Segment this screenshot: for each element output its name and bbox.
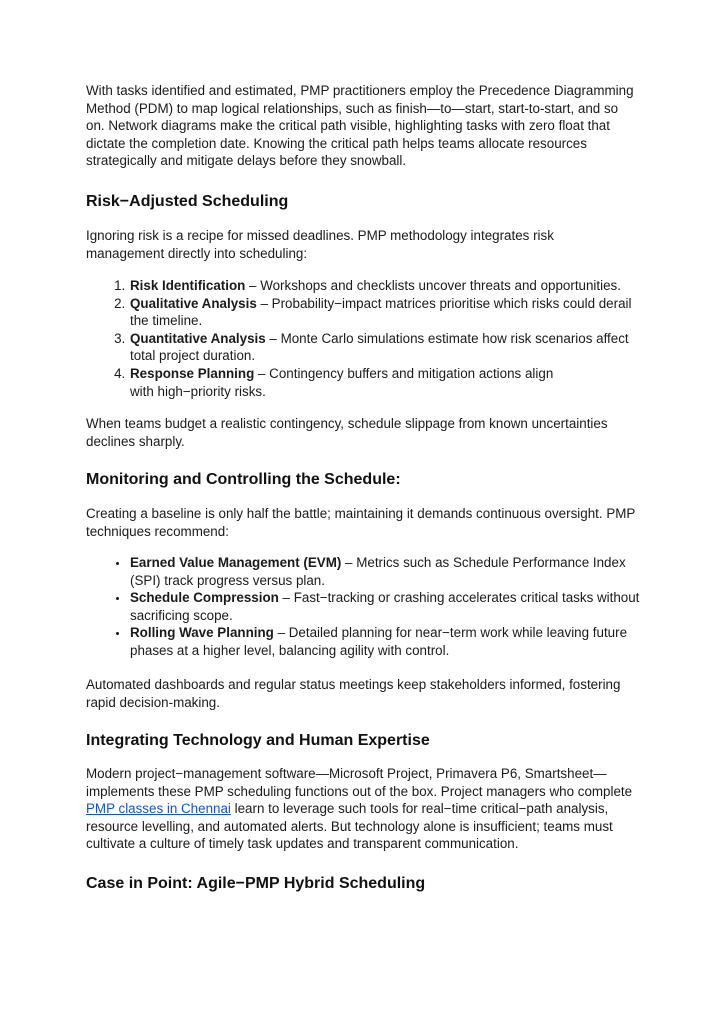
item-text: – Metrics such as Schedule Performance Index (SPI) track progress versus plan. [130, 555, 626, 588]
risk-list-container [86, 277, 646, 400]
item-text: – Probability−impact matrices prioritise which risks could derail the timeline. [130, 295, 632, 329]
monitoring-list-container [86, 554, 646, 660]
list-item [129, 330, 646, 365]
item-term: Schedule Compression [130, 590, 279, 606]
item-text: – Workshops and checklists uncover threats and opportunities. [245, 278, 621, 293]
monitoring-paragraph: Creating a baseline is only half the battle; maintaining it demands continuous oversight. PMP techniques recommend: [86, 506, 636, 539]
risk-heading: Risk−Adjusted Scheduling [86, 193, 289, 210]
monitoring-list [86, 554, 646, 660]
risk-list [86, 277, 646, 400]
item-text: – Monte Carlo simulations estimate how risk scenarios affect total project duration. [130, 330, 629, 364]
risk-closing: When teams budget a realistic contingency, schedule slippage from known uncertainties declines sharply. [86, 416, 608, 449]
risk-paragraph: Ignoring risk is a recipe for missed deadlines. PMP methodology integrates risk management directly into scheduling: [86, 228, 554, 261]
intro-paragraph: With tasks identified and estimated, PMP practitioners employ the Precedence Diagramming Method (PDM) to map logical relationships, such as finish—to—start, start-to-start, and so on. Network diagrams make the critical path visible, highlighting tasks with zero float that dictate the completion date. Knowing the critical path helps teams allocate resources strategically and mitigate delays before they snowball. [86, 83, 634, 169]
list-item [129, 624, 646, 659]
tech-paragraph [86, 765, 642, 853]
list-item [129, 554, 646, 589]
list-item [129, 295, 646, 330]
tech-text-before: Modern project−management software—Microsoft Project, Primavera P6, Smartsheet—implements these PMP scheduling functions out of the box. Project managers who complete [86, 766, 633, 799]
item-term: Rolling Wave Planning [130, 625, 274, 641]
list-item [129, 365, 646, 400]
item-term: Response Planning [130, 365, 255, 381]
pmp-classes-link[interactable]: PMP classes in Chennai [86, 801, 231, 817]
list-item [129, 277, 646, 295]
monitoring-closing: Automated dashboards and regular status meetings keep stakeholders informed, fostering rapid decision-making. [86, 677, 621, 710]
item-term: Earned Value Management (EVM) [130, 555, 342, 570]
tech-text-after: learn to leverage such tools for real−time critical−path analysis, resource levelling, and automated alerts. But technology alone is insufficient; teams must cultivate a culture of timely task updates and transparent communication. [86, 801, 613, 852]
item-text: – Detailed planning for near−term work while leaving future phases at a higher level, balancing agility with control. [130, 625, 628, 658]
list-item [129, 589, 646, 624]
item-text: – Fast−tracking or crashing accelerates critical tasks without sacrificing scope. [130, 590, 640, 623]
case-heading: Case in Point: Agile−PMP Hybrid Scheduling [86, 875, 426, 892]
item-term: Qualitative Analysis [130, 295, 257, 311]
tech-heading: Integrating Technology and Human Expertise [86, 732, 430, 749]
monitoring-heading: Monitoring and Controlling the Schedule: [86, 471, 401, 488]
item-term: Quantitative Analysis [130, 330, 266, 346]
item-text: – Contingency buffers and mitigation actions align with high−priority risks. [130, 365, 554, 399]
item-term: Risk Identification [130, 278, 246, 293]
